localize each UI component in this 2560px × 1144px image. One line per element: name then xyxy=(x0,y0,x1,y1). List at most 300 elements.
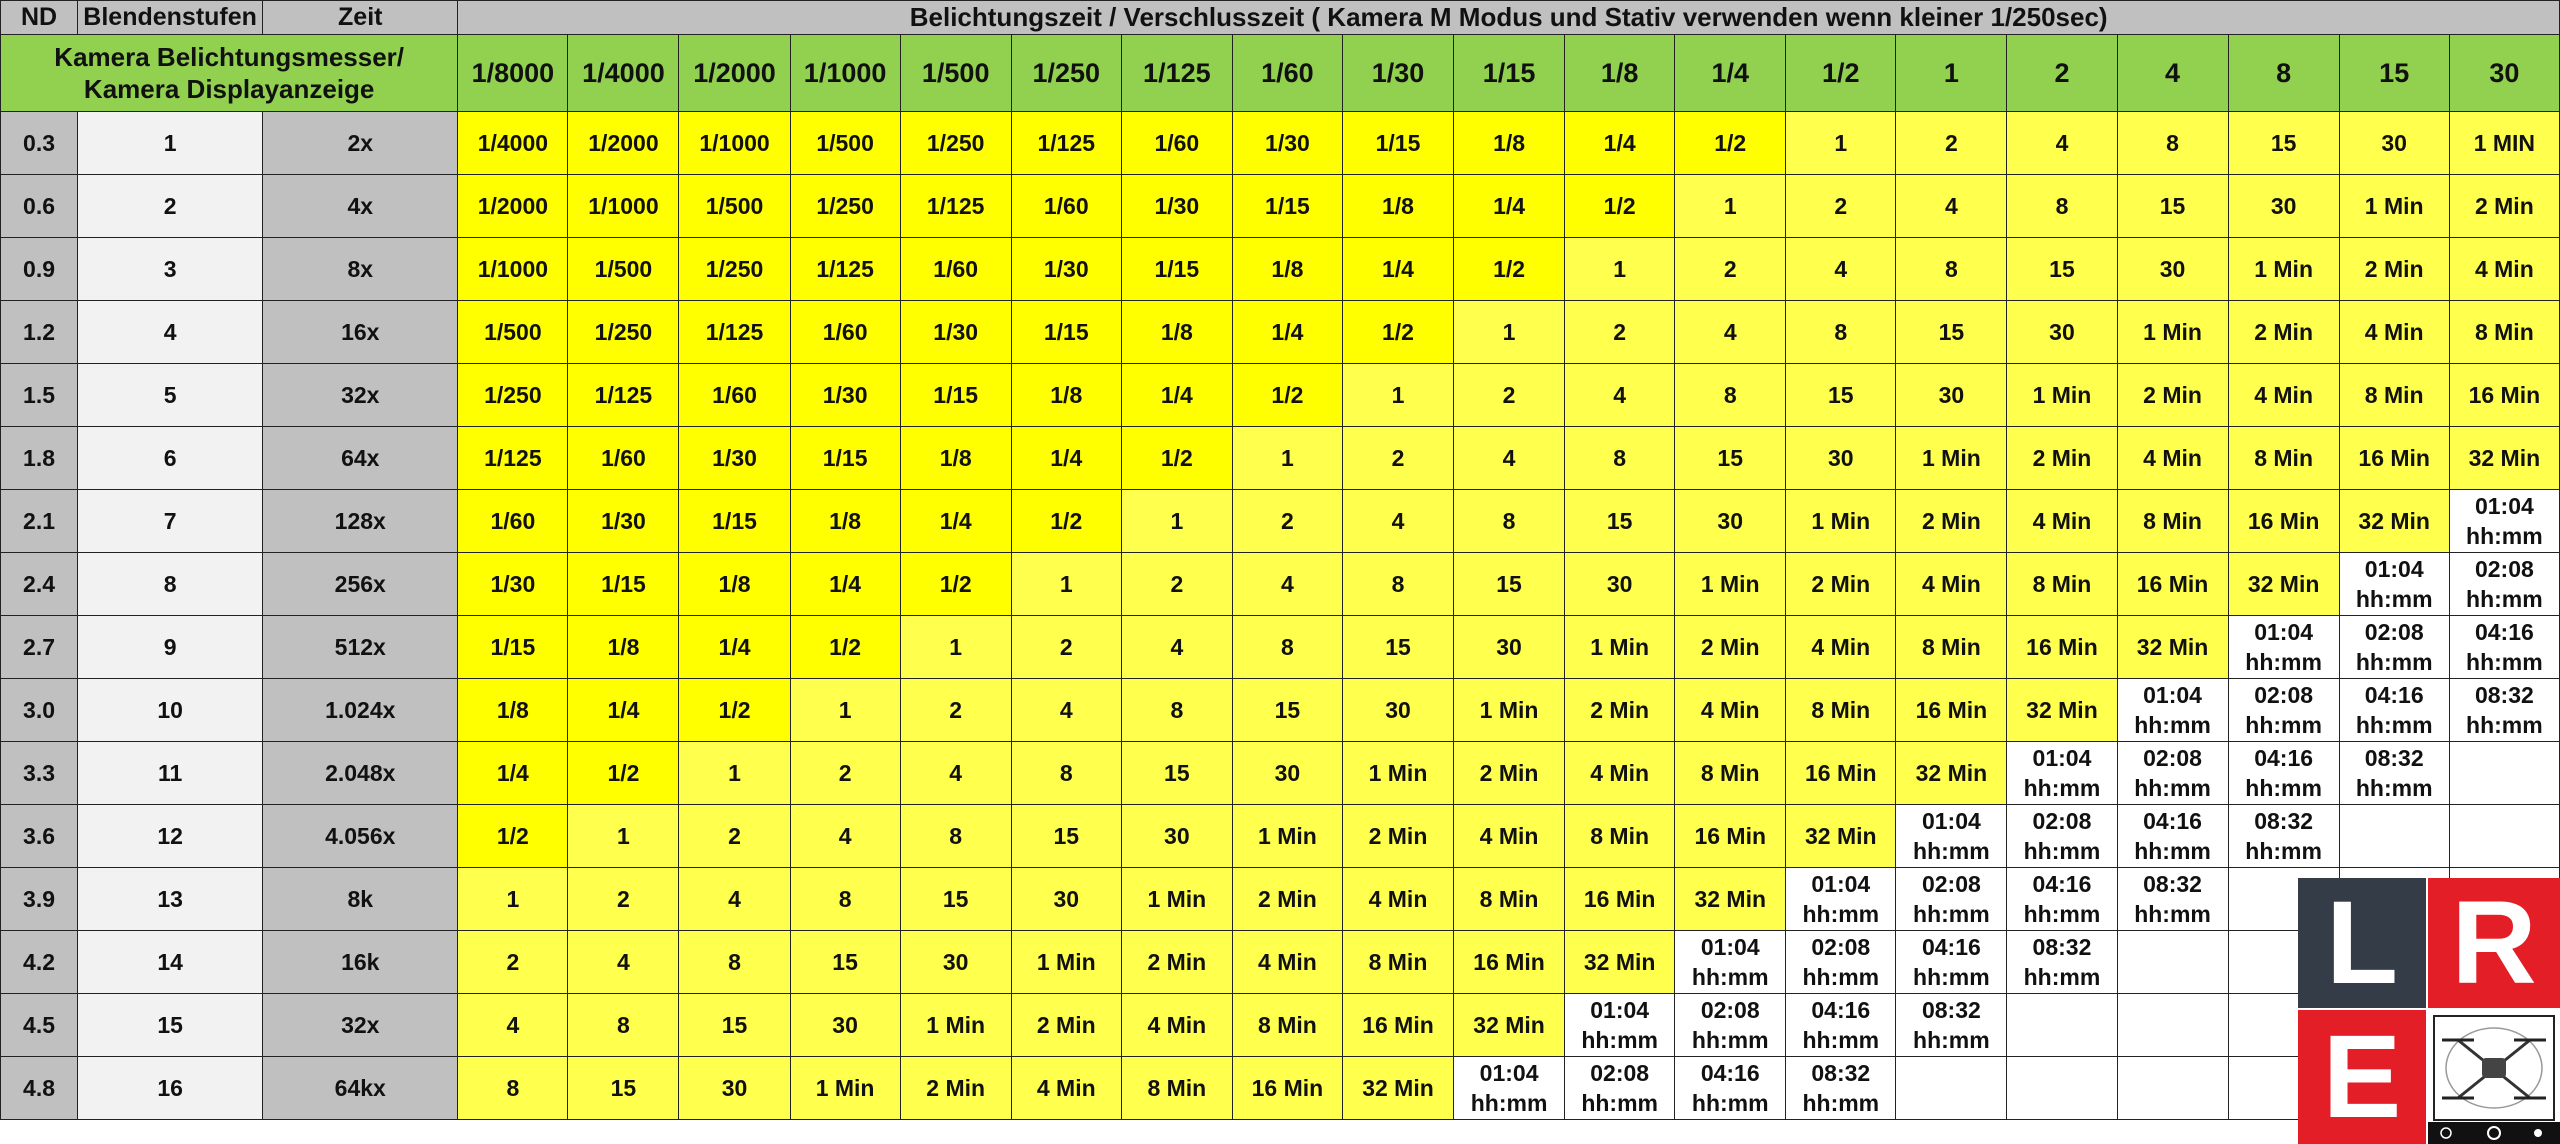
exposure-time-cell: 2 xyxy=(790,742,900,805)
time-value: 02:08 xyxy=(1590,1060,1650,1086)
exposure-time-cell xyxy=(1896,931,2007,994)
base-time-header: 1/1000 xyxy=(790,35,900,112)
exposure-time-cell: 16 Min xyxy=(1342,994,1453,1057)
logo-letter-r: R xyxy=(2428,878,2560,1008)
table-row xyxy=(1,490,2560,553)
stops-value-cell: 3 xyxy=(78,238,263,301)
time-value: 08:32 xyxy=(2032,934,2092,960)
time-unit: hh:mm xyxy=(1913,1027,1990,1053)
exposure-time-cell: 1/500 xyxy=(679,175,790,238)
exposure-time-cell: 15 xyxy=(1342,616,1453,679)
stops-value-cell: 10 xyxy=(78,679,263,742)
exposure-time-cell: 15 xyxy=(1565,490,1675,553)
exposure-time-cell: 1/4 xyxy=(1565,112,1675,175)
exposure-time-cell: 4 xyxy=(679,868,790,931)
exposure-time-cell: 1 xyxy=(1342,364,1453,427)
exposure-time-cell: 15 xyxy=(1896,301,2007,364)
exposure-time-cell: 2 Min xyxy=(1232,868,1342,931)
time-value: 04:16 xyxy=(2143,808,2202,834)
exposure-time-cell: 8 Min xyxy=(1565,805,1675,868)
base-time-header: 1/500 xyxy=(900,35,1011,112)
time-value: 02:08 xyxy=(1921,871,1981,897)
exposure-time-cell: 1/4 xyxy=(1454,175,1565,238)
exposure-time-cell: 1/15 xyxy=(900,364,1011,427)
exposure-time-cell xyxy=(1565,994,1675,1057)
nd-value-cell: 1.2 xyxy=(1,301,78,364)
table-row xyxy=(1,1057,2560,1120)
exposure-time-cell: 4 Min xyxy=(1342,868,1453,931)
exposure-time-cell: 1 xyxy=(1232,427,1342,490)
exposure-time-cell: 4 xyxy=(2007,112,2117,175)
nd-value-cell: 3.9 xyxy=(1,868,78,931)
table-row xyxy=(1,994,2560,1057)
logo-letter-e: E xyxy=(2298,1010,2426,1144)
exposure-time-cell: 2 xyxy=(458,931,568,994)
exposure-time-cell: 1 xyxy=(1011,553,1121,616)
factor-value-cell: 4x xyxy=(263,175,458,238)
exposure-time-title: Belichtungszeit / Verschlusszeit ( Kamera M Modus und Stativ verwenden wenn kleiner 1/250sec) xyxy=(458,1,2560,35)
time-unit: hh:mm xyxy=(1802,901,1880,927)
time-unit: hh:mm xyxy=(2355,649,2433,675)
exposure-time-cell: 15 xyxy=(900,868,1011,931)
exposure-time-cell: 4 xyxy=(790,805,900,868)
stops-value-cell: 13 xyxy=(78,868,263,931)
exposure-time-cell: 1/15 xyxy=(790,427,900,490)
factor-value-cell: 8x xyxy=(263,238,458,301)
nd-value-cell: 0.9 xyxy=(1,238,78,301)
exposure-time-cell: 8 xyxy=(1011,742,1121,805)
time-value: 01:04 xyxy=(1811,871,1871,897)
exposure-time-cell: 1/30 xyxy=(1232,112,1342,175)
exposure-time-cell: 1 MIN xyxy=(2449,112,2559,175)
base-time-header: 1/2000 xyxy=(679,35,790,112)
exposure-time-cell: 1/125 xyxy=(458,427,568,490)
exposure-time-cell xyxy=(1786,1057,1896,1120)
exposure-time-cell: 4 xyxy=(1896,175,2007,238)
base-time-header: 1 xyxy=(1896,35,2007,112)
exposure-time-cell: 4 xyxy=(1675,301,1786,364)
base-time-header: 15 xyxy=(2339,35,2449,112)
exposure-time-cell: 32 Min xyxy=(1786,805,1896,868)
exposure-time-cell xyxy=(2449,616,2559,679)
time-unit: hh:mm xyxy=(2134,712,2211,738)
factor-value-cell: 32x xyxy=(263,994,458,1057)
nd-value-cell: 0.6 xyxy=(1,175,78,238)
factor-value-cell: 512x xyxy=(263,616,458,679)
exposure-time-cell: 16 Min xyxy=(1786,742,1896,805)
exposure-time-cell xyxy=(2339,679,2449,742)
time-value: 02:08 xyxy=(2364,619,2424,645)
exposure-time-cell: 1/250 xyxy=(900,112,1011,175)
time-value: 08:32 xyxy=(1921,997,1981,1023)
exposure-time-cell xyxy=(2117,805,2228,868)
exposure-time-cell: 1/60 xyxy=(900,238,1011,301)
exposure-time-cell: 2 Min xyxy=(2117,364,2228,427)
exposure-time-cell: 1 Min xyxy=(1896,427,2007,490)
exposure-time-cell: 1/500 xyxy=(568,238,679,301)
factor-value-cell: 64x xyxy=(263,427,458,490)
exposure-time-cell: 1/2 xyxy=(458,805,568,868)
exposure-time-cell: 1/125 xyxy=(568,364,679,427)
exposure-time-cell: 1/1000 xyxy=(458,238,568,301)
exposure-time-cell: 2 Min xyxy=(1454,742,1565,805)
factor-value-cell: 8k xyxy=(263,868,458,931)
exposure-time-cell xyxy=(1896,1057,2007,1120)
time-value: 08:32 xyxy=(2254,808,2314,834)
exposure-time-cell: 8 xyxy=(2007,175,2117,238)
lre-logo xyxy=(2298,878,2560,1144)
factor-value-cell: 2.048x xyxy=(263,742,458,805)
exposure-time-cell: 1/500 xyxy=(458,301,568,364)
exposure-time-cell: 32 Min xyxy=(2228,553,2339,616)
exposure-time-cell: 1/30 xyxy=(790,364,900,427)
exposure-time-cell: 1/8 xyxy=(1232,238,1342,301)
exposure-time-cell: 1 Min xyxy=(1786,490,1896,553)
exposure-time-cell: 32 Min xyxy=(1454,994,1565,1057)
table-row xyxy=(1,616,2560,679)
base-time-header: 1/4 xyxy=(1675,35,1786,112)
exposure-time-cell: 8 xyxy=(1454,490,1565,553)
exposure-time-cell: 30 xyxy=(1454,616,1565,679)
stops-value-cell: 1 xyxy=(78,112,263,175)
time-value: 04:16 xyxy=(1921,934,1981,960)
exposure-time-cell xyxy=(2007,931,2117,994)
time-unit: hh:mm xyxy=(2023,964,2101,990)
base-time-header: 1/2 xyxy=(1786,35,1896,112)
exposure-time-cell: 30 xyxy=(1675,490,1786,553)
exposure-time-cell: 2 Min xyxy=(900,1057,1011,1120)
nd-value-cell: 2.4 xyxy=(1,553,78,616)
exposure-time-cell xyxy=(1786,868,1896,931)
time-unit: hh:mm xyxy=(1581,1090,1658,1116)
exposure-time-cell: 1/60 xyxy=(679,364,790,427)
exposure-time-cell: 1/2000 xyxy=(458,175,568,238)
exposure-time-cell: 1 xyxy=(900,616,1011,679)
table-row xyxy=(1,868,2560,931)
logo-letter-l: L xyxy=(2298,878,2426,1008)
exposure-time-cell: 2 xyxy=(1342,427,1453,490)
exposure-time-cell: 1 xyxy=(1565,238,1675,301)
meter-caption-line2: Kamera Displayanzeige xyxy=(83,74,375,104)
exposure-time-cell: 1/2 xyxy=(1011,490,1121,553)
time-unit: hh:mm xyxy=(2355,712,2433,738)
exposure-time-cell: 30 xyxy=(2339,112,2449,175)
exposure-time-cell: 1 Min xyxy=(790,1057,900,1120)
exposure-time-cell xyxy=(2007,994,2117,1057)
exposure-time-cell: 16 Min xyxy=(1896,679,2007,742)
exposure-time-cell: 2 Min xyxy=(1121,931,1232,994)
exposure-time-cell: 2 xyxy=(1121,553,1232,616)
exposure-time-cell: 1/30 xyxy=(458,553,568,616)
factor-value-cell: 128x xyxy=(263,490,458,553)
exposure-time-cell: 16 Min xyxy=(1675,805,1786,868)
stops-value-cell: 9 xyxy=(78,616,263,679)
exposure-time-cell: 4 Min xyxy=(1675,679,1786,742)
nd-value-cell: 3.3 xyxy=(1,742,78,805)
exposure-time-cell: 32 Min xyxy=(1896,742,2007,805)
exposure-time-cell: 4 Min xyxy=(2339,301,2449,364)
factor-value-cell: 16k xyxy=(263,931,458,994)
exposure-time-cell: 4 Min xyxy=(1454,805,1565,868)
exposure-time-cell: 4 xyxy=(1011,679,1121,742)
time-value: 02:08 xyxy=(2032,808,2092,834)
exposure-time-cell: 8 xyxy=(458,1057,568,1120)
exposure-time-cell xyxy=(2339,616,2449,679)
stops-value-cell: 8 xyxy=(78,553,263,616)
exposure-time-cell xyxy=(2449,805,2559,868)
exposure-time-cell: 8 xyxy=(1896,238,2007,301)
time-unit: hh:mm xyxy=(1802,964,1880,990)
time-unit: hh:mm xyxy=(1913,964,1990,990)
table-row xyxy=(1,112,2560,175)
exposure-time-cell: 1 Min xyxy=(1342,742,1453,805)
factor-value-cell: 256x xyxy=(263,553,458,616)
exposure-time-cell: 15 xyxy=(2007,238,2117,301)
exposure-time-cell: 8 Min xyxy=(1896,616,2007,679)
exposure-time-cell: 4 xyxy=(1565,364,1675,427)
exposure-time-cell xyxy=(1896,868,2007,931)
exposure-time-cell xyxy=(2007,805,2117,868)
exposure-time-cell: 1/8 xyxy=(568,616,679,679)
col-header-stops: Blendenstufen xyxy=(78,1,263,35)
exposure-time-cell: 2 Min xyxy=(2339,238,2449,301)
exposure-time-cell: 8 Min xyxy=(1786,679,1896,742)
exposure-time-cell: 1/8 xyxy=(1342,175,1453,238)
exposure-time-cell: 1/15 xyxy=(1121,238,1232,301)
base-time-header: 8 xyxy=(2228,35,2339,112)
time-unit: hh:mm xyxy=(2466,586,2543,612)
nd-value-cell: 2.7 xyxy=(1,616,78,679)
base-time-header: 1/30 xyxy=(1342,35,1453,112)
time-unit: hh:mm xyxy=(2245,649,2322,675)
exposure-time-cell: 8 xyxy=(900,805,1011,868)
drone-icon-graphic xyxy=(2428,1010,2560,1144)
time-value: 04:16 xyxy=(2364,682,2424,708)
col-header-nd: ND xyxy=(1,1,78,35)
exposure-time-cell: 8 xyxy=(1121,679,1232,742)
exposure-time-cell xyxy=(2339,742,2449,805)
exposure-time-cell: 1/30 xyxy=(1011,238,1121,301)
table-row xyxy=(1,931,2560,994)
exposure-time-cell: 4 xyxy=(1342,490,1453,553)
exposure-time-cell: 1/4 xyxy=(1121,364,1232,427)
exposure-time-cell: 32 Min xyxy=(1675,868,1786,931)
time-value: 08:32 xyxy=(2364,745,2424,771)
exposure-time-cell: 1/2 xyxy=(1342,301,1453,364)
exposure-time-cell: 1/1000 xyxy=(679,112,790,175)
stops-value-cell: 6 xyxy=(78,427,263,490)
exposure-time-cell: 4 Min xyxy=(2228,364,2339,427)
nd-value-cell: 3.0 xyxy=(1,679,78,742)
exposure-time-cell: 2 xyxy=(1011,616,1121,679)
exposure-time-cell xyxy=(2339,805,2449,868)
exposure-time-cell: 2 xyxy=(1454,364,1565,427)
exposure-time-cell: 30 xyxy=(1342,679,1453,742)
exposure-time-cell: 1/2 xyxy=(1121,427,1232,490)
exposure-time-cell xyxy=(2228,616,2339,679)
table-row xyxy=(1,238,2560,301)
exposure-time-cell: 2 xyxy=(1675,238,1786,301)
exposure-time-cell: 4 Min xyxy=(2007,490,2117,553)
factor-value-cell: 2x xyxy=(263,112,458,175)
col-header-time: Zeit xyxy=(263,1,458,35)
exposure-time-cell xyxy=(1675,1057,1786,1120)
exposure-time-cell: 1/2 xyxy=(790,616,900,679)
exposure-time-cell: 4 Min xyxy=(1896,553,2007,616)
exposure-time-cell: 32 Min xyxy=(2117,616,2228,679)
exposure-time-cell: 1/30 xyxy=(1121,175,1232,238)
exposure-time-cell: 1 xyxy=(568,805,679,868)
base-time-header: 4 xyxy=(2117,35,2228,112)
exposure-time-cell: 1/8 xyxy=(900,427,1011,490)
exposure-time-cell: 2 xyxy=(1896,112,2007,175)
exposure-time-cell xyxy=(1786,994,1896,1057)
base-time-header: 1/8 xyxy=(1565,35,1675,112)
exposure-time-cell xyxy=(2228,742,2339,805)
exposure-time-cell: 4 xyxy=(1786,238,1896,301)
exposure-time-cell: 1/2 xyxy=(679,679,790,742)
exposure-time-cell: 1/1000 xyxy=(568,175,679,238)
exposure-time-cell: 1/60 xyxy=(458,490,568,553)
time-value: 01:04 xyxy=(2474,493,2534,519)
exposure-time-cell: 1/2 xyxy=(1454,238,1565,301)
exposure-time-cell: 1 xyxy=(1786,112,1896,175)
exposure-time-cell: 4 Min xyxy=(1011,1057,1121,1120)
stops-value-cell: 5 xyxy=(78,364,263,427)
exposure-time-cell: 30 xyxy=(900,931,1011,994)
table-row xyxy=(1,301,2560,364)
exposure-time-cell: 1/125 xyxy=(679,301,790,364)
exposure-time-cell: 1/125 xyxy=(790,238,900,301)
base-time-header: 1/250 xyxy=(1011,35,1121,112)
exposure-time-cell: 4 xyxy=(568,931,679,994)
exposure-time-cell: 30 xyxy=(790,994,900,1057)
exposure-time-cell: 30 xyxy=(2007,301,2117,364)
exposure-time-cell: 1/8 xyxy=(1454,112,1565,175)
exposure-time-cell xyxy=(1675,931,1786,994)
exposure-time-cell xyxy=(2449,490,2559,553)
time-unit: hh:mm xyxy=(2134,901,2211,927)
time-value: 04:16 xyxy=(2032,871,2092,897)
exposure-time-cell: 1/125 xyxy=(900,175,1011,238)
exposure-time-cell: 32 Min xyxy=(1342,1057,1453,1120)
time-unit: hh:mm xyxy=(1581,1027,1658,1053)
exposure-time-cell: 8 Min xyxy=(1342,931,1453,994)
time-value: 04:16 xyxy=(2474,619,2534,645)
exposure-time-cell: 8 xyxy=(1565,427,1675,490)
table-row xyxy=(1,427,2560,490)
exposure-time-cell: 15 xyxy=(679,994,790,1057)
nd-value-cell: 1.5 xyxy=(1,364,78,427)
time-unit: hh:mm xyxy=(1913,901,1990,927)
exposure-time-cell: 4 Min xyxy=(1786,616,1896,679)
exposure-time-cell: 1/4 xyxy=(458,742,568,805)
exposure-time-cell: 30 xyxy=(1011,868,1121,931)
drone-icon xyxy=(2428,1010,2560,1144)
exposure-time-cell: 16 Min xyxy=(2449,364,2559,427)
time-unit: hh:mm xyxy=(1691,1027,1769,1053)
exposure-time-cell: 2 xyxy=(900,679,1011,742)
exposure-time-cell: 1/4000 xyxy=(458,112,568,175)
exposure-time-cell: 4 xyxy=(1454,427,1565,490)
time-unit: hh:mm xyxy=(2134,775,2211,801)
exposure-time-cell: 2 Min xyxy=(1786,553,1896,616)
time-value: 01:04 xyxy=(1590,997,1650,1023)
time-value: 02:08 xyxy=(1700,997,1760,1023)
time-value: 01:04 xyxy=(1921,808,1981,834)
exposure-time-cell: 8 Min xyxy=(1454,868,1565,931)
exposure-time-cell: 4 Min xyxy=(1232,931,1342,994)
stops-value-cell: 15 xyxy=(78,994,263,1057)
exposure-time-cell: 8 Min xyxy=(2449,301,2559,364)
exposure-time-cell: 8 xyxy=(568,994,679,1057)
exposure-time-cell: 4 xyxy=(900,742,1011,805)
base-time-header: 30 xyxy=(2449,35,2559,112)
base-time-header: 1/4000 xyxy=(568,35,679,112)
table-row xyxy=(1,553,2560,616)
time-unit: hh:mm xyxy=(2466,523,2543,549)
exposure-time-cell: 1/8 xyxy=(458,679,568,742)
time-unit: hh:mm xyxy=(2023,901,2101,927)
exposure-time-cell: 15 xyxy=(1121,742,1232,805)
exposure-time-cell: 1 xyxy=(1121,490,1232,553)
time-unit: hh:mm xyxy=(1691,1090,1769,1116)
exposure-time-cell: 1/2000 xyxy=(568,112,679,175)
exposure-time-cell: 8 Min xyxy=(1232,994,1342,1057)
exposure-time-cell: 1/60 xyxy=(1011,175,1121,238)
exposure-time-cell: 16 Min xyxy=(1232,1057,1342,1120)
exposure-time-cell: 1/15 xyxy=(458,616,568,679)
factor-value-cell: 64kx xyxy=(263,1057,458,1120)
stops-value-cell: 2 xyxy=(78,175,263,238)
exposure-time-cell: 1/15 xyxy=(679,490,790,553)
exposure-time-cell xyxy=(2007,868,2117,931)
exposure-time-cell: 32 Min xyxy=(2339,490,2449,553)
time-unit: hh:mm xyxy=(1691,964,1769,990)
exposure-time-cell: 1/2 xyxy=(568,742,679,805)
exposure-time-cell xyxy=(2007,742,2117,805)
exposure-time-cell: 1/60 xyxy=(790,301,900,364)
exposure-time-cell: 30 xyxy=(1786,427,1896,490)
exposure-time-cell: 1 Min xyxy=(2007,364,2117,427)
exposure-time-cell: 8 xyxy=(1342,553,1453,616)
exposure-time-cell: 30 xyxy=(1232,742,1342,805)
exposure-time-cell xyxy=(1786,931,1896,994)
exposure-time-cell xyxy=(1896,994,2007,1057)
time-value: 04:16 xyxy=(2254,745,2314,771)
exposure-time-cell: 1 xyxy=(679,742,790,805)
exposure-time-cell: 8 Min xyxy=(2228,427,2339,490)
factor-value-cell: 1.024x xyxy=(263,679,458,742)
exposure-time-cell: 1/4 xyxy=(568,679,679,742)
exposure-time-cell xyxy=(2007,1057,2117,1120)
exposure-time-cell: 1/60 xyxy=(568,427,679,490)
stops-value-cell: 11 xyxy=(78,742,263,805)
exposure-time-cell: 1/8 xyxy=(1121,301,1232,364)
stops-value-cell: 14 xyxy=(78,931,263,994)
exposure-time-cell xyxy=(1454,1057,1565,1120)
exposure-time-cell: 32 Min xyxy=(1565,931,1675,994)
exposure-time-cell: 1 xyxy=(1454,301,1565,364)
time-unit: hh:mm xyxy=(2355,586,2433,612)
stops-value-cell: 12 xyxy=(78,805,263,868)
exposure-time-cell: 30 xyxy=(1121,805,1232,868)
base-time-header: 1/8000 xyxy=(458,35,568,112)
exposure-time-cell: 1/15 xyxy=(1342,112,1453,175)
exposure-time-cell: 32 Min xyxy=(2449,427,2559,490)
exposure-time-cell: 1/30 xyxy=(679,427,790,490)
exposure-time-cell: 1/60 xyxy=(1121,112,1232,175)
